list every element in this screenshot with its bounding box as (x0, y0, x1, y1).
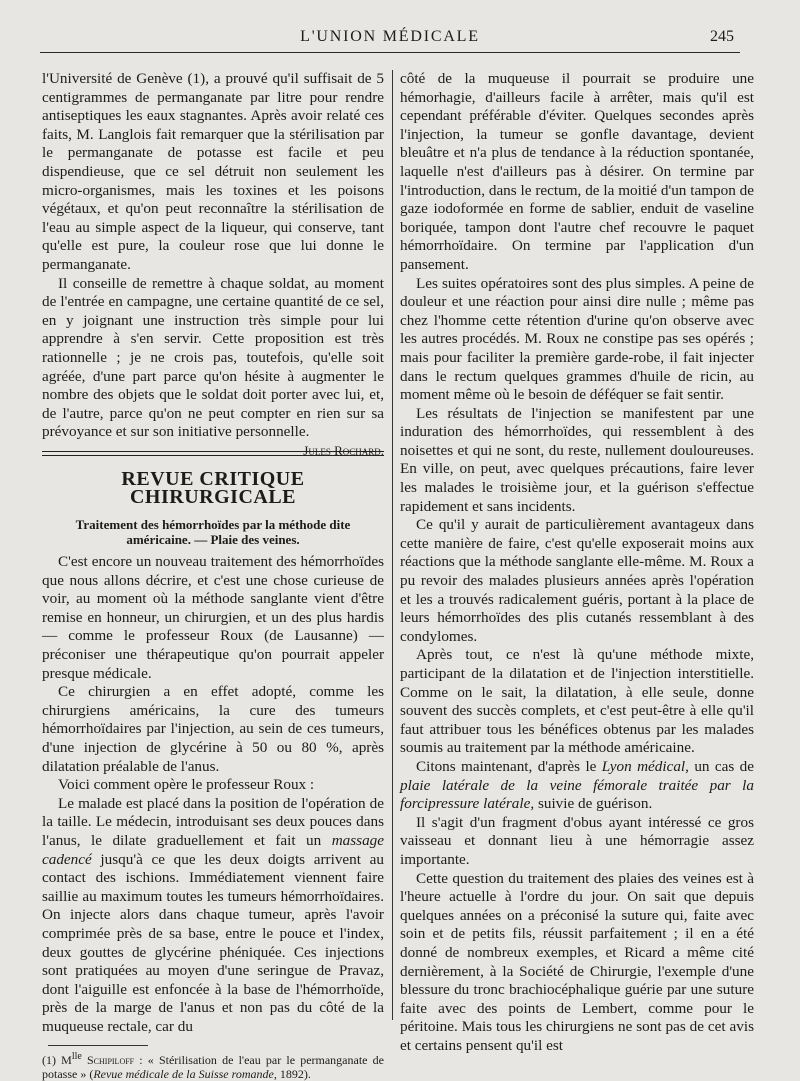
paragraph: Ce chirurgien a en effet adopté, comme les chirurgiens américains, la cure des tumeurs hémorrhoïdaires par l'injection, au sein de ces tumeurs, d'une injection de glycérine à 50 ou 80 %, après dilatation préalable de l'anus. (42, 683, 384, 775)
paragraph: l'Université de Genève (1), a prouvé qu'il suffisait de 5 centigrammes de permanganate par litre pour rendre antiseptiques les eaux stagnantes. Après avoir relaté ces faits, M. Langlois fait remarquer que la stérilisation par le permanganate de potasse est facile et peu dispendieuse, que ce sel détruit non seulement les micro-organismes, mais les toxines et les poisons végétaux, et qu'on peut reconnaître la stérilisation de l'eau au simple aspect de la liqueur, qui conserve, tant qu'elle est pure, la couleur rose que lui donne le permanganate. (42, 70, 384, 273)
paragraph: Ce qu'il y aurait de particulièrement avantageux dans cette manière de faire, c'est qu'elle exposerait moins aux réactions que la méthode sanglante elle-même. M. Roux a pu revoir des malades plusieurs années après l'opération et les a trouvés radicalement guéris, portant à la place de leurs hémorrhoïdes des plis cutanés ressemblant à des condylomes. (400, 516, 754, 645)
paragraph: côté de la muqueuse il pourrait se produire une hémorhagie, d'ailleurs facile à arrêter, mais qu'il est cependant préférable d'éviter. Quelques secondes après l'injection, la tumeur se gonfle davantage, devient bleuâtre et n'a plus de tendance à la réduction spontanée, laquelle n'est d'ailleurs pas à désirer. On termine par l'introduction, dans le rectum, de la moitié d'un tampon de gaze iodoformée en forme de sablier, enduit de vaseline boriquée, tampon dont l'autre chef recouvre le paquet hémorrhoïdaire. On termine par l'application d'un pansement. (400, 70, 754, 273)
paragraph: Le malade est placé dans la position de l'opération de la taille. Le médecin, introduisant ses deux pouces dans l'anus, le dilate graduellement et fait un massage cadencé jusqu'à ce que les deux doigts arrivent au contact des ischions. Immédiatement viennent faire saillie au maximum toutes les tumeurs hémorrhoïdaires. On injecte alors dans chaque tumeur, après l'avoir comprimée près de sa base, entre le pouce et l'index, deux gouttes de glycérine phéniquée. Ces injections sont pratiquées au moyen d'une seringue de Pravaz, dont l'aiguille est enfoncée à la base de l'hémorrhoïde, près de la marge de l'anus et non pas du côté de la muqueuse rectale, car du (42, 794, 384, 1035)
section-title: REVUE CRITIQUE CHIRURGICALE (121, 467, 305, 509)
footnote-rule (48, 1045, 148, 1046)
author-signature: Jules Rochard. (303, 442, 384, 458)
paragraph: Les résultats de l'injection se manifestent par une induration des hémorrhoïdes, qui ressemblent à des noisettes et qui ne sont, du reste, nullement douloureuses. En ville, on peut, avec quelques précautions, faire lever les malades le troisième jour, et la guérison s'effectue rapidement et sans incidents. (400, 404, 754, 515)
page-number: 245 (710, 28, 734, 45)
journal-title: L'UNION MÉDICALE (300, 28, 480, 45)
paragraph: C'est encore un nouveau traitement des hémorrhoïdes que nous allons décrire, et c'est une chose curieuse de voir, au moment où la méthode sanglante vient d'être remise en honneur, un chirurgien, et un des plus hardis — comme le professeur Roux (de Lausanne) — préconiser une thérapeutique qu'on pourrait appeler presque médicale. (42, 553, 384, 682)
left-column (42, 70, 384, 1081)
right-column (400, 70, 754, 1055)
paragraph: Les suites opératoires sont des plus simples. A peine de douleur et une réaction pour ainsi dire nulle ; même pas chez l'homme cette rétention d'urine qu'on observe avec les autres procédés. M. Roux ne constipe pas ses opérés ; mais pour faciliter la première garde-robe, il fait injecter dans le rectum quelques grammes d'huile de ricin, au moment même où le besoin de déféquer se fait sentir. (400, 274, 754, 404)
column-divider (392, 70, 393, 1020)
paragraph: Citons maintenant, d'après le Lyon médical, un cas de plaie latérale de la veine fémorale traitée par la forcipressure latérale, suivie de guérison. (400, 757, 754, 813)
paragraph: Cette question du traitement des plaies des veines est à l'heure actuelle à l'ordre du jour. On sait que depuis quelques années on a préconisé la suture qui, faite avec soin et de petits fils, réussit parfaitement ; il en a été donné de nombreux exemples, et Ricard a même cité dernièrement, à la Société de Chirurgie, l'exemple d'une blessure du tronc brachiocéphalique guérie par une suture faite avec des points de Lembert, comme pour le péritoine. Mais tous les chirurgiens ne sont pas de cet avis et certains pensent qu'il est (400, 869, 754, 1054)
article-subtitle: Traitement des hémorrhoïdes par la méthode dite américaine. — Plaie des veines. (75, 517, 351, 548)
paragraph: Après tout, ce n'est là qu'une méthode mixte, participant de la dilatation et de l'injection interstitielle. Comme on le sait, la dilatation, à elle seule, donne souvent des succès complets, et c'est peut-être à elle qu'il faut attribuer tous les bénéfices obtenus par les malades soumis au traitement par la méthode américaine. (400, 646, 754, 757)
paragraph: Il conseille de remettre à chaque soldat, au moment de l'entrée en campagne, une certaine quantité de ce sel, en y joignant une instruction très simple pour lui apprendre à s'en servir. Cette proposition est très rationnelle ; je ne crois pas, toutefois, qu'elle soit agréée, d'une part parce qu'on hésite à augmenter le nombre des objets que le soldat doit porter avec lui, et, de l'autre, parce qu'on ne peut compter en rien sur sa prévoyance et sur son initiative personnelle. Jules Rochard. (42, 275, 384, 442)
paragraph: Voici comment opère le professeur Roux : (58, 776, 315, 794)
footnote: (1) $M^{lle}$ Schipiloff : « Stérilisation de l'eau par le permanganate de potasse » (Revue médicale de la Suisse romande, 1892). (42, 1050, 384, 1081)
paragraph: Il s'agit d'un fragment d'obus ayant intéressé ce gros vaisseau et donnant lieu à une hémorragie assez importante. (400, 813, 754, 868)
running-header (40, 26, 740, 53)
